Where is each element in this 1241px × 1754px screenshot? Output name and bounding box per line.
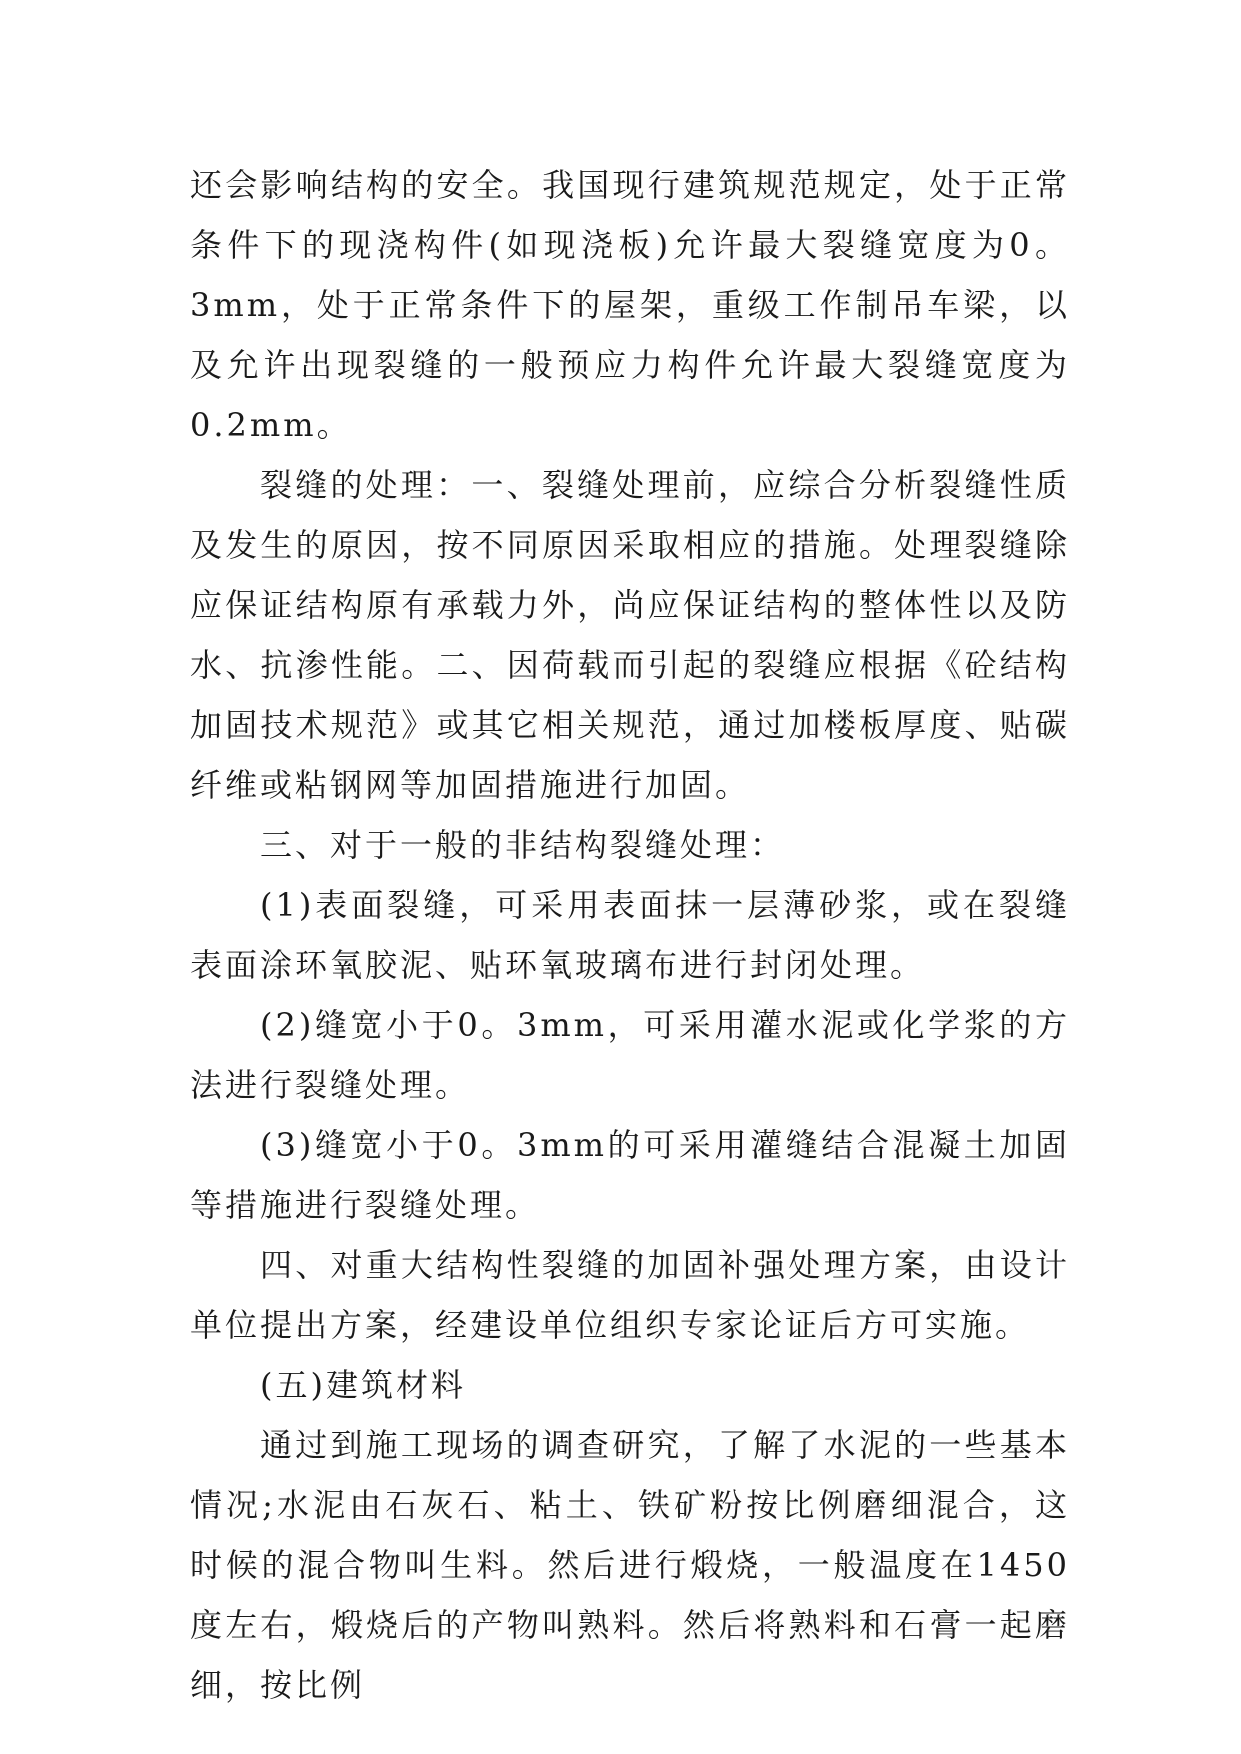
- paragraph: 三、对于一般的非结构裂缝处理：: [260, 826, 786, 864]
- paragraph: 四、对重大结构性裂缝的加固补强处理方案，由设计单位提出方案，经建设单位组织专家论证后方可实施。: [190, 1246, 1070, 1344]
- section-heading: (五)建筑材料: [260, 1366, 466, 1404]
- paragraph: 还会影响结构的安全。我国现行建筑规范规定，处于正常条件下的现浇构件(如现浇板)允许最大裂缝宽度为0。3mm，处于正常条件下的屋架，重级工作制吊车梁，以及允许出现裂缝的一般预应力构件允许最大裂缝宽度为0.2mm。: [190, 166, 1070, 444]
- paragraph: 通过到施工现场的调查研究，了解了水泥的一些基本情况;水泥由石灰石、粘土、铁矿粉按比例磨细混合，这时候的混合物叫生料。然后进行煅烧，一般温度在1450度左右，煅烧后的产物叫熟料。然后将熟料和石膏一起磨细，按比例: [190, 1426, 1070, 1704]
- paragraph: (3)缝宽小于0。3mm的可采用灌缝结合混凝土加固等措施进行裂缝处理。: [190, 1126, 1070, 1224]
- paragraph: (2)缝宽小于0。3mm，可采用灌水泥或化学浆的方法进行裂缝处理。: [190, 1006, 1070, 1104]
- paragraph: 裂缝的处理：一、裂缝处理前，应综合分析裂缝性质及发生的原因，按不同原因采取相应的措施。处理裂缝除应保证结构原有承载力外，尚应保证结构的整体性以及防水、抗渗性能。二、因荷载而引起的裂缝应根据《砼结构加固技术规范》或其它相关规范，通过加楼板厚度、贴碳纤维或粘钢网等加固措施进行加固。: [190, 466, 1070, 804]
- paragraph: (1)表面裂缝，可采用表面抹一层薄砂浆，或在裂缝表面涂环氧胶泥、贴环氧玻璃布进行封闭处理。: [190, 886, 1070, 984]
- document-body: [190, 155, 1070, 1715]
